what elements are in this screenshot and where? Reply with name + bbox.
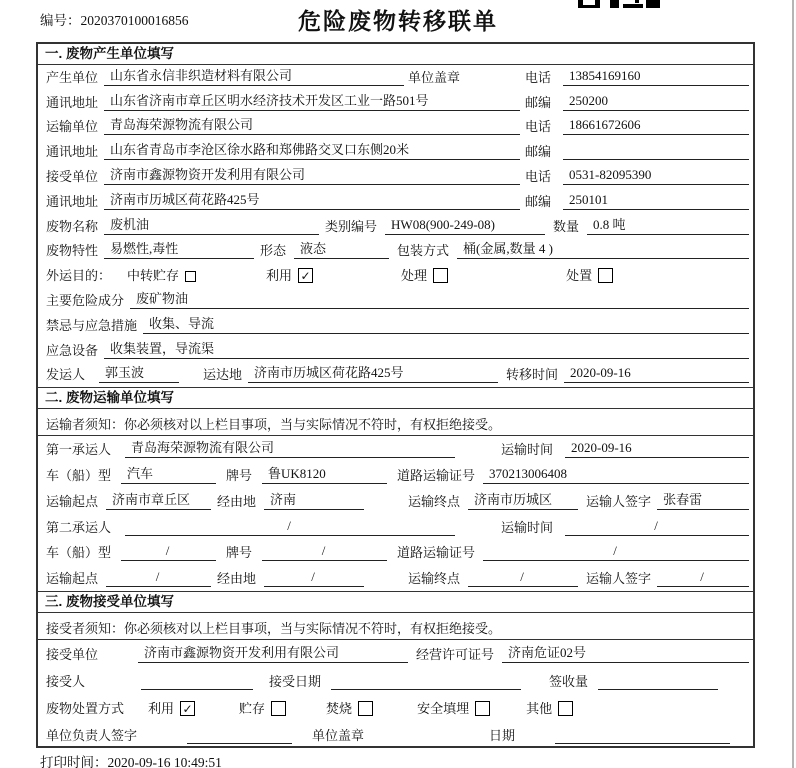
field-label: 主要危险成分	[46, 292, 125, 308]
qr-block	[635, 0, 639, 3]
row-waste-property	[38, 239, 753, 264]
via-value: 济南	[264, 489, 364, 510]
endpoint-label: 运输终点	[408, 571, 461, 587]
endpoint-value: 济南市历城区	[468, 489, 578, 510]
form-state-value: 液态	[294, 238, 389, 259]
receive-date-label: 接受日期	[269, 674, 322, 690]
row-transport-route-2	[38, 565, 753, 591]
checkbox-label: 利用	[148, 701, 175, 717]
via2-value: /	[264, 569, 364, 587]
row-responsible-sign	[38, 721, 753, 748]
field-label: 发运人	[46, 367, 86, 383]
license-value: 济南危证02号	[502, 642, 749, 663]
row-receiver-address	[38, 189, 753, 214]
field-label: 接受单位	[46, 647, 99, 663]
print-time-value: 2020-09-16 10:49:51	[107, 755, 222, 768]
row-first-carrier	[38, 436, 753, 462]
second-carrier-value: /	[125, 518, 455, 536]
shipper-value: 郭玉波	[99, 362, 179, 383]
road-permit2-value: /	[483, 543, 749, 561]
treat-checkbox	[433, 268, 448, 283]
transport-time-value: 2020-09-16	[565, 440, 749, 458]
license-label: 经营许可证号	[416, 647, 495, 663]
transport-time2-value: /	[565, 518, 749, 536]
field-label: 车（船）型	[46, 467, 112, 483]
received-qty-value	[598, 688, 718, 690]
plate2-value: /	[262, 543, 387, 561]
carrier-sign-label: 运输人签字	[586, 493, 652, 509]
responsible-sign-value	[187, 742, 292, 744]
field-label: 接受单位	[46, 168, 99, 184]
row-transporter-address	[38, 139, 753, 164]
dispose-checkbox	[598, 268, 613, 283]
packing-value: 桶(金属,数量 4 )	[457, 238, 749, 259]
field-label: 运输单位	[46, 119, 99, 135]
form-state-label: 形态	[260, 243, 287, 259]
transport-time-label: 运输时间	[500, 519, 553, 535]
checkbox-label: 中转贮存	[127, 268, 180, 284]
transporter-postcode-value	[563, 158, 749, 160]
quantity-label: 数量	[553, 218, 580, 234]
origin-value: 济南市章丘区	[106, 489, 211, 510]
row-receiver-unit	[38, 164, 753, 189]
phone-label: 电话	[524, 69, 551, 85]
section-transporter	[38, 387, 753, 591]
road-permit-label: 道路运输证号	[397, 545, 476, 561]
serial-label: 编号：	[40, 13, 81, 28]
field-label: 接受人	[46, 674, 86, 690]
field-label: 运输起点	[46, 571, 99, 587]
field-label: 废物名称	[46, 218, 99, 234]
landfill-checkbox	[475, 701, 490, 716]
transporter-address-value: 山东省青岛市李沧区徐水路和郑佛路交叉口东侧20米	[104, 139, 520, 160]
field-label: 通讯地址	[46, 144, 99, 160]
postcode-label: 邮编	[524, 94, 551, 110]
receiver-notice: 接受者须知：你必须核对以上栏目事项，当与实际情况不符时，有权拒绝接受。	[38, 613, 753, 640]
first-carrier-value: 青岛海荣源物流有限公司	[125, 437, 455, 458]
via-label: 经由地	[217, 571, 257, 587]
hazard-component-value: 废矿物油	[130, 288, 749, 309]
serial-value: 2020370100016856	[80, 13, 189, 28]
checkbox-label: 利用	[266, 268, 293, 284]
checkbox-label: 贮存	[239, 701, 266, 717]
endpoint-label: 运输终点	[408, 493, 461, 509]
via-label: 经由地	[217, 493, 257, 509]
unit-stamp-label: 单位盖章	[408, 69, 461, 85]
row-transporter-unit	[38, 115, 753, 140]
transporter-notice: 运输者须知：你必须核对以上栏目事项，当与实际情况不符时，有权拒绝接受。	[38, 409, 753, 436]
generator-phone-value: 13854169160	[563, 68, 749, 86]
date-label: 日期	[489, 728, 516, 744]
row-receiving-unit	[38, 640, 753, 667]
vehicle-type2-value: /	[121, 543, 216, 561]
row-generator-unit	[38, 65, 753, 90]
generator-unit-value: 山东省永信非织造材料有限公司	[104, 65, 404, 86]
receiving-unit-value: 济南市鑫源物资开发利用有限公司	[138, 642, 408, 663]
date-value	[555, 742, 730, 744]
qr-block	[610, 0, 619, 8]
row-emergency-equipment	[38, 338, 753, 363]
plate-value: 鲁UK8120	[262, 463, 387, 484]
transfer-date-label: 转移时间	[506, 367, 559, 383]
plate-label: 牌号	[226, 467, 253, 483]
received-qty-label: 签收量	[549, 674, 589, 690]
field-label: 第二承运人	[46, 519, 112, 535]
carrier-sign-label: 运输人签字	[586, 571, 652, 587]
manifest-form-table	[36, 42, 755, 748]
receiver-phone-value: 0531-82095390	[563, 167, 749, 185]
quantity-value: 0.8 吨	[587, 214, 749, 235]
row-hazard-component	[38, 288, 753, 313]
checkbox-label: 其他	[526, 701, 553, 717]
waste-property-value: 易燃性,毒性	[104, 238, 254, 259]
checkbox-label: 处置	[566, 268, 593, 284]
utilize-disposal-checkbox: ✓	[180, 701, 195, 716]
receiver-postcode-value: 250101	[563, 192, 749, 210]
page-title: 危险废物转移联单	[298, 8, 498, 34]
other-checkbox	[558, 701, 573, 716]
row-vehicle-type-2	[38, 540, 753, 566]
unit-stamp-label: 单位盖章	[312, 728, 365, 744]
field-label: 通讯地址	[46, 193, 99, 209]
endpoint2-value: /	[468, 569, 578, 587]
category-code-label: 类别编号	[325, 218, 378, 234]
generator-postcode-value: 250200	[563, 93, 749, 111]
field-label: 废物处置方式	[46, 701, 125, 717]
section2-header: 二. 废物运输单位填写	[38, 387, 753, 409]
row-transport-route	[38, 488, 753, 514]
print-time	[40, 751, 222, 768]
emergency-equipment-value: 收集装置，导流渠	[104, 338, 749, 359]
road-permit-value: 370213006408	[483, 466, 749, 484]
packing-label: 包装方式	[397, 243, 450, 259]
road-permit-label: 道路运输证号	[397, 467, 476, 483]
origin2-value: /	[106, 569, 211, 587]
receiver-address-value: 济南市历城区荷花路425号	[104, 189, 520, 210]
field-label: 车（船）型	[46, 545, 112, 561]
transport-time-label: 运输时间	[500, 442, 553, 458]
carrier-sign-value: 张春雷	[657, 489, 749, 510]
utilize-checkbox: ✓	[298, 268, 313, 283]
field-label: 通讯地址	[46, 94, 99, 110]
print-time-label: 打印时间：	[40, 755, 108, 768]
transporter-phone-value: 18661672606	[563, 117, 749, 135]
contraindication-value: 收集、导流	[143, 313, 749, 334]
destination-value: 济南市历城区荷花路425号	[248, 362, 498, 383]
transfer-date-value: 2020-09-16	[564, 365, 749, 383]
field-label: 产生单位	[46, 69, 99, 85]
qr-code-fragment	[578, 0, 662, 8]
storage-checkbox	[271, 701, 286, 716]
checkbox-label: 处理	[401, 268, 428, 284]
receiver-person-value	[141, 688, 253, 690]
phone-label: 电话	[524, 168, 551, 184]
transfer-storage-checkbox	[185, 271, 196, 282]
field-label: 应急设备	[46, 342, 99, 358]
row-waste-name	[38, 214, 753, 239]
postcode-label: 邮编	[524, 193, 551, 209]
section-generator	[38, 44, 753, 387]
waste-name-value: 废机油	[104, 214, 319, 235]
row-generator-address	[38, 90, 753, 115]
section3-header: 三. 废物接受单位填写	[38, 591, 753, 613]
incinerate-checkbox	[358, 701, 373, 716]
row-receiver-person	[38, 667, 753, 694]
qr-block	[646, 0, 660, 8]
section-receiver	[38, 591, 753, 748]
receive-date-value	[331, 688, 521, 690]
section1-header: 一. 废物产生单位填写	[38, 44, 753, 65]
category-code-value: HW08(900-249-08)	[385, 217, 545, 235]
field-label: 第一承运人	[46, 442, 112, 458]
field-label: 外运目的：	[46, 268, 112, 284]
row-contraindication	[38, 313, 753, 338]
checkbox-label: 安全填埋	[417, 701, 470, 717]
field-label: 单位负责人签字	[46, 728, 138, 744]
checkbox-label: 焚烧	[326, 701, 353, 717]
vehicle-type-value: 汽车	[121, 463, 216, 484]
qr-block	[623, 4, 643, 8]
page-edge-line	[792, 0, 794, 768]
row-vehicle-type	[38, 462, 753, 488]
row-second-carrier	[38, 514, 753, 540]
phone-label: 电话	[524, 119, 551, 135]
plate-label: 牌号	[226, 545, 253, 561]
field-label: 禁忌与应急措施	[46, 317, 138, 333]
field-label: 废物特性	[46, 243, 99, 259]
receiver-unit-value: 济南市鑫源物资开发利用有限公司	[104, 164, 520, 185]
row-shipper	[38, 363, 753, 388]
row-disposal-method	[38, 694, 753, 721]
qr-block	[578, 0, 600, 8]
transporter-unit-value: 青岛海荣源物流有限公司	[104, 114, 520, 135]
postcode-label: 邮编	[524, 144, 551, 160]
row-transfer-purpose	[38, 263, 753, 288]
generator-address-value: 山东省济南市章丘区明水经济技术开发区工业一路501号	[104, 90, 520, 111]
field-label: 运输起点	[46, 493, 99, 509]
carrier-sign2-value: /	[657, 569, 749, 587]
destination-label: 运达地	[203, 367, 243, 383]
